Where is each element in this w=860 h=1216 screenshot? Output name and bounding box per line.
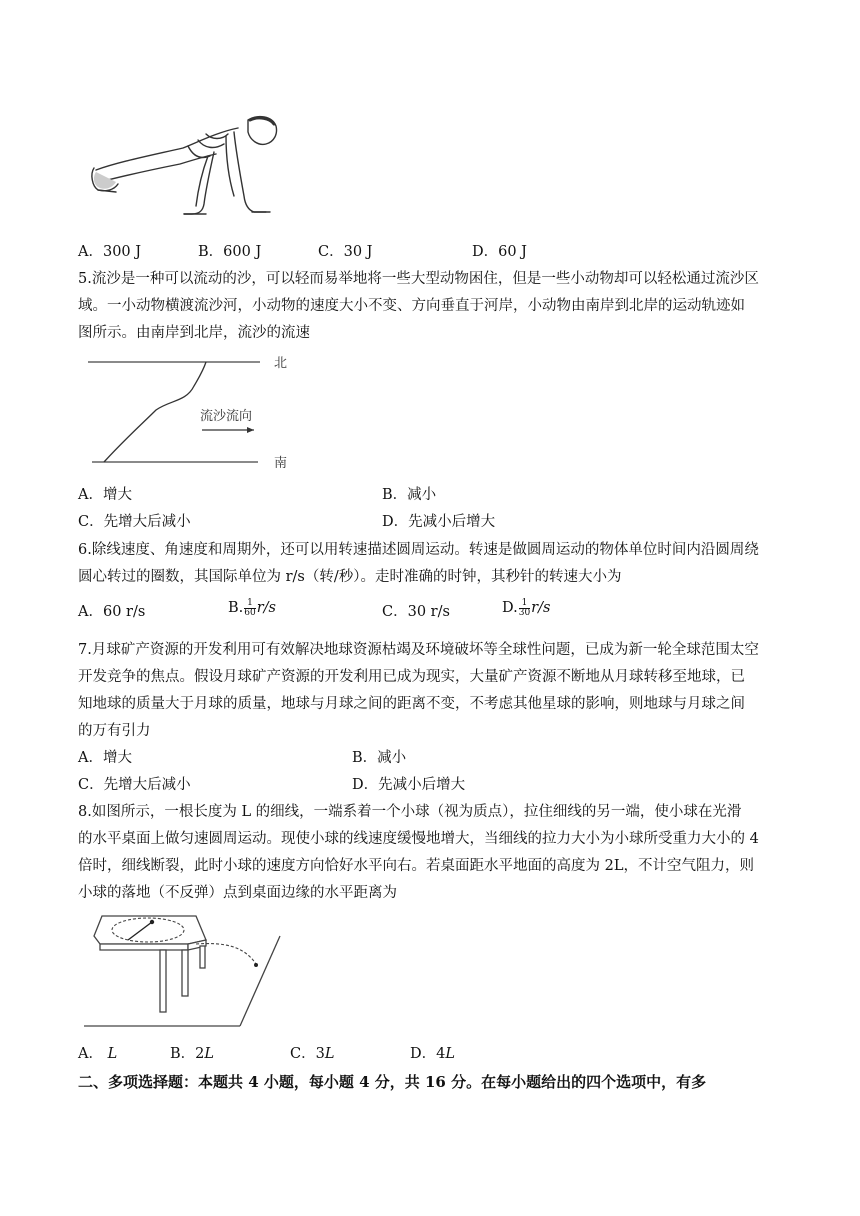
q8-option-b: B．2L xyxy=(170,1046,215,1062)
q8-text-line-3: 倍时，细线断裂，此时小球的速度方向恰好水平向右。若桌面距水平地面的高度为 2L，不计空气阻力，则 xyxy=(78,858,754,874)
q5-text-line-1: 5.流沙是一种可以流动的沙，可以轻而易举地将一些大型动物困住，但是一些小动物却可以轻松通过流沙区 xyxy=(78,271,759,287)
q7-text-line-1: 7.月球矿产资源的开发利用可有效解决地球资源枯竭及环境破坏等全球性问题，已成为新一轮全球范围太空 xyxy=(78,642,759,658)
q5-option-b: B．减小 xyxy=(382,487,437,503)
q8-option-c: C．3L xyxy=(290,1046,335,1062)
q7-text-line-2: 开发竞争的焦点。假设月球矿产资源的开发利用已成为现实，大量矿产资源不断地从月球转移至地球，已 xyxy=(78,669,745,685)
q7-option-a: A．增大 xyxy=(78,750,132,766)
q6-option-b: B. $\frac{1}{60}$ r/s xyxy=(228,597,276,618)
q8-text-line-1: 8.如图所示，一根长度为 L 的细线，一端系着一个小球（视为质点），拉住细线的另一端，使小球在光滑 xyxy=(78,804,742,820)
q8-text-line-2: 的水平桌面上做匀速圆周运动。现使小球的线速度缓慢地增大，当细线的拉力大小为小球所受重力大小的 4 xyxy=(78,831,759,847)
q7-text-line-4: 的万有引力 xyxy=(78,723,151,739)
north-label: 北 xyxy=(274,356,288,371)
fraction-1-30: $\frac{1}{30}$ xyxy=(518,597,531,618)
option-c: C．30 J xyxy=(318,244,373,260)
option-a: A．300 J xyxy=(78,244,142,260)
south-label: 南 xyxy=(274,456,288,470)
q6-option-c: C．30 r/s xyxy=(382,604,450,620)
table-ball-figure xyxy=(84,910,284,1034)
q5-option-a: A．增大 xyxy=(78,487,132,503)
option-d: D．60 J xyxy=(472,244,527,260)
q5-text-line-3: 图所示。由南岸到北岸，流沙的流速 xyxy=(78,325,310,341)
q7-option-b: B．减小 xyxy=(352,750,407,766)
q7-text-line-3: 知地球的质量大于月球的质量，地球与月球之间的距离不变，不考虑其他星球的影响，则地球与月球之间 xyxy=(78,696,745,712)
q5-text-line-2: 域。一小动物横渡流沙河，小动物的速度大小不变、方向垂直于河岸，小动物由南岸到北岸的运动轨迹如 xyxy=(78,298,745,314)
pushup-figure xyxy=(88,112,288,224)
q6-text-line-1: 6.除线速度、角速度和周期外，还可以用转速描述圆周运动。转速是做圆周运动的物体单位时间内沿圆周绕 xyxy=(78,542,759,558)
q8-text-line-4: 小球的落地（不反弹）点到桌面边缘的水平距离为 xyxy=(78,885,397,901)
q8-option-d: D．4L xyxy=(410,1046,455,1062)
option-b: B．600 J xyxy=(198,244,262,260)
flow-direction-label: 流沙流向 xyxy=(200,409,253,424)
section-2-heading: 二、多项选择题：本题共 4 小题，每小题 4 分，共 16 分。在每小题给出的四个选项中，有多 xyxy=(78,1073,707,1091)
quicksand-river-figure xyxy=(82,346,302,470)
q5-option-d: D．先减小后增大 xyxy=(382,514,496,530)
q8-option-a: A． L xyxy=(78,1046,118,1062)
q5-option-c: C．先增大后减小 xyxy=(78,514,191,530)
q7-option-c: C．先增大后减小 xyxy=(78,777,191,793)
fraction-1-60: $\frac{1}{60}$ xyxy=(244,597,256,618)
q6-option-a: A．60 r/s xyxy=(78,604,146,620)
q6-text-line-2: 圆心转过的圈数，其国际单位为 r/s（转/秒）。走时准确的时钟，其秒针的转速大小为 xyxy=(78,569,622,585)
q6-option-d: D. $\frac{1}{30}$ r/s xyxy=(502,597,551,618)
q7-option-d: D．先减小后增大 xyxy=(352,777,466,793)
